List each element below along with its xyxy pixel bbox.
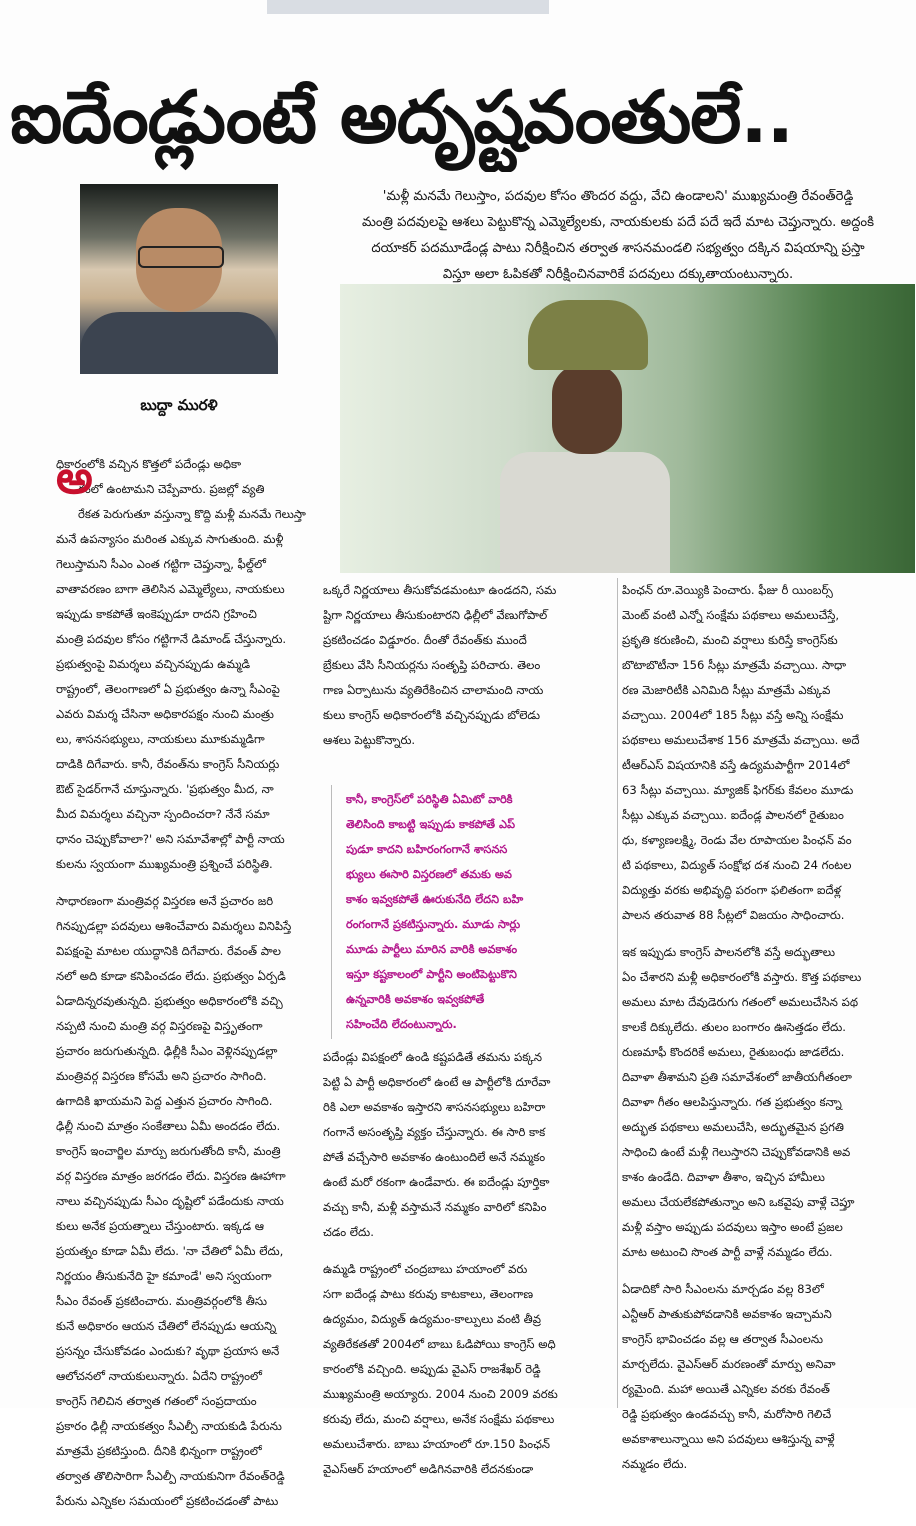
- text-line: 'మళ్లీ మనమే గెలుస్తాం, పదవుల కోసం తొందర వద్దు, వేచి ఉండాలని' ముఖ్యమంత్రి రేవంత్‌రెడ్డి: [382, 189, 854, 204]
- text-line: గాణ ఏర్పాటును వ్యతిరేకించిన చాలామంది నాయ: [323, 683, 544, 697]
- lead-paragraph: [323, 184, 913, 288]
- text-line: సీఎం రేవంత్ ప్రకటించారు. మంత్రివర్గంలోకి తీసు: [56, 1294, 267, 1308]
- text-line: దయాకర్ పదమూడేండ్ల పాటు నిరీక్షించిన తర్వాత శాసనమండలి సభ్యత్వం దక్కిన విషయాన్ని ప్రస్తా: [371, 241, 865, 256]
- text-line: పథకాలు అమలుచేశాక 156 మాత్రమే వచ్చాయి. అదే: [622, 733, 860, 747]
- text-line: అమలు చేయలేకపోతున్నాం అని ఒకవైపు వాళ్లే చెప్తూ: [622, 1195, 855, 1209]
- text-line: నప్పటి నుంచి మంత్రి వర్గ విస్తరణపై విస్తృతంగా: [56, 1019, 263, 1033]
- text-line: మంత్రివర్గ విస్తరణ కోసమే అని ప్రచారం సాగింది.: [56, 1069, 267, 1083]
- text-line: ప్రకారం ఢిల్లీ నాయకత్వం సీఎల్పీ నాయకుడి పేరును: [56, 1419, 282, 1433]
- farmer-headcloth: [528, 300, 648, 370]
- text-line: పేరును ఎన్నికల సమయంలో ప్రకటించడంతో పాటు: [56, 1494, 279, 1508]
- text-line: కాశం ఇవ్వకపోతే ఊరుకునేది లేదని బహి: [346, 893, 524, 906]
- text-line: గెలుస్తామని సీఎం ఎంత గట్టిగా చెప్తున్నా, ఫీల్డ్‌లో: [56, 557, 266, 571]
- text-line: ఇప్పుడు కాకపోతే ఇంకెప్పుడూ రాదని గ్రహించి: [56, 607, 257, 621]
- text-line: బ్రేకులు వేసి సీనియర్లను సంతృప్తి పరిచారు. తెలం: [323, 658, 541, 672]
- text-line: దాడికి దిగేవారు. కానీ, రేవంత్‌ను కాంగ్రెస్ సీనియర్లు: [56, 757, 280, 771]
- text-line: ఇస్తూ కష్టకాలంలో పార్టీని అంటిపెట్టుకొని: [346, 968, 517, 981]
- text-line: ఢిల్లీ నుంచి మాత్రం సంకేతాలు ఏమీ అందడం లేదు.: [56, 1119, 281, 1133]
- text-line: సహించేది లేదంటున్నారు.: [346, 1018, 457, 1031]
- text-line: ధు, కళ్యాణలక్ష్మి, రెండు వేల రూపాయల పింఛన్ వం: [622, 833, 852, 847]
- paragraph: [56, 452, 318, 877]
- text-line: కారంలోకి వచ్చింది. అప్పుడు వైఎస్ రాజశేఖర్ రెడ్డి: [323, 1362, 541, 1376]
- text-line: వైఎస్ఆర్ హయాంలో అడిగినవారికి లేదనకుండా: [323, 1462, 534, 1476]
- text-line: బొటాబొటీనా 156 సీట్లు మాత్రమే వచ్చాయి. సాధా: [622, 658, 847, 672]
- text-line: ఒక్కరే నిర్ణయాలు తీసుకోవడమంటూ ఉండదని, సమ: [323, 583, 557, 597]
- text-line: గంగానే అసంతృప్తి వ్యక్తం చేస్తున్నారు. ఈ సారి కాక: [323, 1125, 546, 1139]
- text-line: అద్భుత పథకాలు అమలుచేసి, అద్భుతమైన ప్రగతి: [622, 1120, 844, 1134]
- text-line: మీద విమర్శలు వచ్చినా స్పందించరా? నేనే సమా: [56, 807, 270, 821]
- text-line: 63 సీట్లు వచ్చాయి. మ్యాజిక్ ఫిగర్‌కు కేవలం మూడు: [622, 783, 854, 797]
- text-line: మనే ఉపన్యాసం మరింత ఎక్కువ సాగుతుంది. మళ్లీ: [56, 532, 284, 546]
- text-line: ముఖ్యమంత్రి అయ్యారు. 2004 నుంచి 2009 వరకు: [323, 1387, 558, 1401]
- text-line: రుణమాఫీ కొందరికే అమలు, రైతుబంధు జాడలేదు.: [622, 1045, 845, 1059]
- paragraph: [323, 1257, 613, 1482]
- text-line: మూడు పార్టీలు మారిన వారికి అవకాశం: [346, 943, 518, 956]
- text-line: కాలకే దిక్కులేదు. తులం బంగారం ఊసెత్తడం లేదు.: [622, 1020, 846, 1034]
- text-line: ప్రసన్నం చేసుకోవడం ఎందుకు? వృథా ప్రయాస అనే: [56, 1344, 280, 1358]
- text-line: టి పథకాలు, విద్యుత్ సంక్షోభ దశ నుంచి 24 గంటల: [622, 858, 852, 872]
- text-line: కాంగ్రెస్ గెలిచిన తర్వాత గతంలో సంప్రదాయం: [56, 1394, 257, 1408]
- text-line: వర్గ విస్తరణ మాత్రం జరగడం లేదు. విస్తరణ ఊహాగా: [56, 1169, 286, 1183]
- text-line: ఎవరు విమర్శ చేసినా అధికారపక్షం నుంచి మంత్రు: [56, 707, 274, 721]
- headline: ఐదేండ్లుంటే అదృష్టవంతులే..: [10, 75, 794, 159]
- paragraph: [56, 889, 318, 1514]
- text-line: ష్టిగా నిర్ణయాలు తీసుకుంటారని ఢిల్లీలో వేణుగోపాల్: [323, 608, 548, 622]
- text-line: పుడూ కాదని బహిరంగంగానే శాసనస: [346, 843, 508, 856]
- text-line: తర్వాత తొలిసారిగా సీఎల్పీ నాయకునిగా రేవంత్‌రెడ్డి: [56, 1469, 285, 1483]
- text-line: కాంగ్రెస్ భావించడం వల్ల ఆ తర్వాత సీఎంలను: [622, 1332, 823, 1346]
- text-line: ర్యమైంది. మహా అయితే ఎన్నికల వరకు రేవంత్: [622, 1382, 830, 1396]
- text-line: విపక్షంపై మాటల యుద్ధానికి దిగేవారు. రేవంత్ పాల: [56, 944, 281, 958]
- text-line: మాత్రమే ప్రకటిస్తుంది. దీనికి భిన్నంగా రాష్ట్రంలో: [56, 1444, 262, 1458]
- pull-quote: [331, 785, 626, 1039]
- text-line: విద్యుత్తు వరకు అభివృద్ధి పరంగా ఫలితంగా ఐదేళ్ల: [622, 883, 842, 897]
- text-line: ప్రయత్నం కూడా ఏమీ లేదు. 'నా చేతిలో ఏమీ లేదు,: [56, 1244, 284, 1258]
- text-line: ధికారంలోకి వచ్చిన కొత్తలో పదేండ్లు అధికా: [56, 457, 242, 471]
- text-line: రణ మెజారిటీకి ఎనిమిది సీట్లు మాత్రమే ఎక్కువ: [622, 683, 831, 697]
- text-line: రంగంగానే ప్రకటిస్తున్నారు. మూడు సార్లు: [346, 918, 521, 931]
- author-name: బుద్దా మురళి: [140, 396, 218, 414]
- text-line: కులు అనేక ప్రయత్నాలు చేస్తుంటారు. ఇక్కడ ఆ: [56, 1219, 265, 1233]
- text-line: ఉగాదికి ఖాయమని పెద్ద ఎత్తున ప్రచారం సాగింది.: [56, 1094, 273, 1108]
- paragraph: [622, 578, 914, 928]
- text-line: ఎన్టీఆర్ పాతుకుపోవడానికి అవకాశం ఇచ్చామని: [622, 1307, 832, 1321]
- text-line: ఏడాదిన్నరవుతున్నది. ప్రభుత్వం అధికారంలోకి వచ్చి: [56, 994, 283, 1008]
- text-line: దివాళా తీశామని ప్రతి సమావేశంలో జాతీయగీతంలా: [622, 1070, 852, 1084]
- farmer-photo: [340, 284, 915, 573]
- farmer-body: [500, 452, 670, 573]
- text-line: కాంగ్రెస్ ఇంచార్జిల మార్పు జరుగుతోంది కానీ, మంత్రి: [56, 1144, 281, 1158]
- text-line: కులు కాంగ్రెస్ అధికారంలోకి వచ్చినప్పుడు బోలెడు: [323, 708, 541, 722]
- text-line: వచ్చు కానీ, మళ్లీ వస్తామనే నమ్మకం వారిలో కనిపిం: [323, 1200, 547, 1214]
- top-tab-strip: [267, 0, 549, 14]
- column-divider: [617, 578, 618, 1408]
- text-line: పింఛన్ రూ.వెయ్యికి పెంచారు. ఫీజు రీ యింబర్స్: [622, 583, 833, 597]
- text-line: నిర్ణయం తీసుకునేది హై కమాండే' అని స్వయంగా: [56, 1269, 272, 1283]
- farmer-face: [552, 364, 622, 454]
- text-line: ప్రభుత్వంపై విమర్శలు వచ్చినప్పుడు ఉమ్మడి: [56, 657, 251, 671]
- text-line: సీట్లు ఎక్కువ వచ్చాయి. ఐదేండ్ల పాలనలో రైతుబం: [622, 808, 844, 822]
- text-line: వచ్చాయి. 2004లో 185 సీట్లు వస్తే అన్ని సంక్షేమ: [622, 708, 844, 722]
- text-line: ఆశలు పెట్టుకొన్నారు.: [323, 733, 416, 747]
- column-2: [323, 578, 613, 765]
- text-line: చడం లేదు.: [323, 1225, 374, 1239]
- text-line: సాధారణంగా మంత్రివర్గ విస్తరణ అనే ప్రచారం జరి: [56, 894, 274, 908]
- text-line: కులను స్వయంగా ముఖ్యమంత్రి ప్రశ్నించే పరిస్థితి.: [56, 857, 273, 871]
- text-line: పోతే వచ్చేసారి అవకాశం ఉంటుందిలే అనే నమ్మకం: [323, 1150, 546, 1164]
- text-line: పాలన తరువాత 88 సీట్లలో విజయం సాధించారు.: [622, 908, 845, 922]
- text-line: విస్తూ అలా ఓపికతో నిరీక్షించినవారికే పదవులు దక్కుతాయంటున్నారు.: [442, 267, 794, 282]
- text-line: రేకత పెరుగుతూ వస్తున్నా కొద్ది మళ్లీ మనమే గెలుస్తా: [78, 507, 306, 521]
- text-line: మాట అటుంచి సొంత పార్టీ వాళ్లే నమ్మడం లేదు.: [622, 1245, 833, 1259]
- author-suit: [80, 312, 278, 374]
- column-3: [622, 578, 914, 1489]
- text-line: భ్యులు ఈసారి విస్తరణలో తమకు అవ: [346, 868, 512, 881]
- author-glasses: [138, 246, 224, 268]
- text-line: మార్చలేదు. వైఎస్ఆర్ మరణంతో మార్పు అనివా: [622, 1357, 836, 1371]
- text-line: సగా ఐదేండ్ల పాటు కరువు కాటకాలు, తెలంగాణ: [323, 1287, 534, 1301]
- text-line: ఏడాదికో సారి సీఎంలను మార్చడం వల్ల 83లో: [622, 1282, 824, 1296]
- column-2-continued: [323, 1045, 613, 1494]
- text-line: అమలుచేశారు. బాబు హయాంలో రూ.150 పింఛన్: [323, 1437, 551, 1451]
- text-line: రికి ఎలా అవకాశం ఇస్తారని శాసనసభ్యులు బహిరా: [323, 1100, 546, 1114]
- text-line: ప్రకటించడం విడ్డూరం. దీంతో రేవంత్‌కు ముందే: [323, 633, 527, 647]
- text-line: పదేండ్లు విపక్షంలో ఉండి కష్టపడితే తమను పక్కన: [323, 1050, 543, 1064]
- text-line: రంలో ఉంటామని చెప్పేవారు. ప్రజల్లో వ్యతి: [78, 482, 265, 496]
- text-line: ఏం చేశారని మళ్లీ అధికారంలోకి వస్తారు. కొత్త పథకాలు: [622, 970, 862, 984]
- text-line: మళ్లీ వస్తాం అప్పుడు పదవులు ఇస్తాం అంటే ప్రజల: [622, 1220, 843, 1234]
- text-line: సాధించి ఉంటే మళ్లీ గెలుస్తారని చెప్పుకోవడానికి అవ: [622, 1145, 851, 1159]
- author-photo: [80, 184, 278, 374]
- text-line: ఇక ఇప్పుడు కాంగ్రెస్ పాలనలోకి వస్తే అద్భుతాలు: [622, 945, 836, 959]
- text-line: కానీ, కాంగ్రెస్‌లో పరిస్థితి ఏమిటో వారికి: [346, 793, 513, 806]
- text-line: నాలు వచ్చినప్పుడు సీఎం దృష్టిలో పడేందుకు నాయ: [56, 1194, 284, 1208]
- paragraph: [323, 1045, 613, 1245]
- text-line: రెడ్డి ప్రభుత్వం ఉండవచ్చు కానీ, మరోసారి గెలిచే: [622, 1407, 832, 1421]
- text-line: మంత్రి పదవులపై ఆశలు పెట్టుకొన్న ఎమ్మెల్యేలకు, నాయకులకు పదే పదే ఇదే మాట చెప్తున్నారు. అద్దంకి: [361, 215, 875, 230]
- text-line: కునే అధికారం ఆయన చేతిలో లేనప్పుడు ఆయన్ని: [56, 1319, 277, 1333]
- text-line: మంత్రి పదవుల కోసం గట్టిగానే డిమాండ్ చేస్తున్నారు.: [56, 632, 287, 646]
- text-line: కాశం ఉండేది. దివాళా తీశాం, ఇచ్చిన హామీలు: [622, 1170, 825, 1184]
- text-line: ఉంటే మరో రకంగా ఉండేవారు. ఈ ఐదేండ్లు పూర్తికా: [323, 1175, 550, 1189]
- text-line: కరువు లేదు, మంచి వర్షాలు, అనేక సంక్షేమ పథకాలు: [323, 1412, 555, 1426]
- text-line: అవకాశాలున్నాయి అని పదవులు ఆశిస్తున్న వాళ్లే: [622, 1432, 835, 1446]
- column-1: [56, 452, 318, 1526]
- text-line: ఔట్ సైడర్‌గానే చూస్తున్నారు. 'ప్రభుత్వం మీద, నా: [56, 782, 274, 796]
- text-line: ఉమ్మడి రాష్ట్రంలో చంద్రబాబు హయాంలో వరు: [323, 1262, 528, 1276]
- text-line: ఆలోచనలో నాయకులున్నారు. ఏదేని రాష్ట్రంలో: [56, 1369, 262, 1383]
- text-line: నమ్మడం లేదు.: [622, 1457, 688, 1471]
- text-line: ధానం చెప్పుకోవాలా?' అని సమావేశాల్లో పార్టీ నాయ: [56, 832, 285, 846]
- text-line: గినప్పుడల్లా పదవులు ఆశించేవారు విమర్శలు వినిపిస్తే: [56, 919, 292, 933]
- text-line: మెంట్ వంటి ఎన్నో సంక్షేమ పథకాలు అమలుచేస్తే,: [622, 608, 840, 622]
- text-line: ఉద్యమం, విద్యుత్ ఉద్యమం-కాల్పులు వంటి తీవ్ర: [323, 1312, 541, 1326]
- text-line: అమలు మాట దేవుడెరుగు గతంలో అమలుచేసిన పథ: [622, 995, 859, 1009]
- paragraph: [622, 1277, 914, 1477]
- text-line: దివాళా గీతం ఆలపిస్తున్నారు. గత ప్రభుత్వం కన్నా: [622, 1095, 842, 1109]
- dropcap: అ: [56, 450, 93, 504]
- paragraph: [323, 578, 613, 753]
- text-line: టీఆర్ఎస్ విషయానికి వస్తే ఉద్యమపార్టీగా 2014లో: [622, 758, 850, 772]
- text-line: నలో అది కూడా కనిపించడం లేదు. ప్రభుత్వం ఏర్పడి: [56, 969, 286, 983]
- text-line: లు, శాసనసభ్యులు, నాయకులు మూకుమ్మడిగా: [56, 732, 265, 746]
- text-line: ప్రకృతి కరుణించి, మంచి వర్షాలు కురిస్తే కాంగ్రెస్‌కు: [622, 633, 838, 647]
- text-line: ప్రచారం జరుగుతున్నది. ఢిల్లీకి సీఎం వెళ్లినప్పుడల్లా: [56, 1044, 278, 1058]
- text-line: తెలిసింది కాబట్టి ఇప్పుడు కాకపోతే ఎప్: [346, 818, 516, 831]
- paragraph: [622, 940, 914, 1265]
- text-line: రాష్ట్రంలో, తెలంగాణలో ఏ ప్రభుత్వం ఉన్నా సీఎంపై: [56, 682, 280, 696]
- text-line: వ్యతిరేకతతో 2004లో బాబు ఓడిపోయి కాంగ్రెస్ అధి: [323, 1337, 556, 1351]
- text-line: వాతావరణం బాగా తెలిసిన ఎమ్మెల్యేలు, నాయకులు: [56, 582, 285, 596]
- text-line: పెట్టి ఏ పార్టీ అధికారంలో ఉంటే ఆ పార్టీలోకి దూరేవా: [323, 1075, 551, 1089]
- text-line: ఉన్నవారికి అవకాశం ఇవ్వకపోతే: [346, 993, 485, 1006]
